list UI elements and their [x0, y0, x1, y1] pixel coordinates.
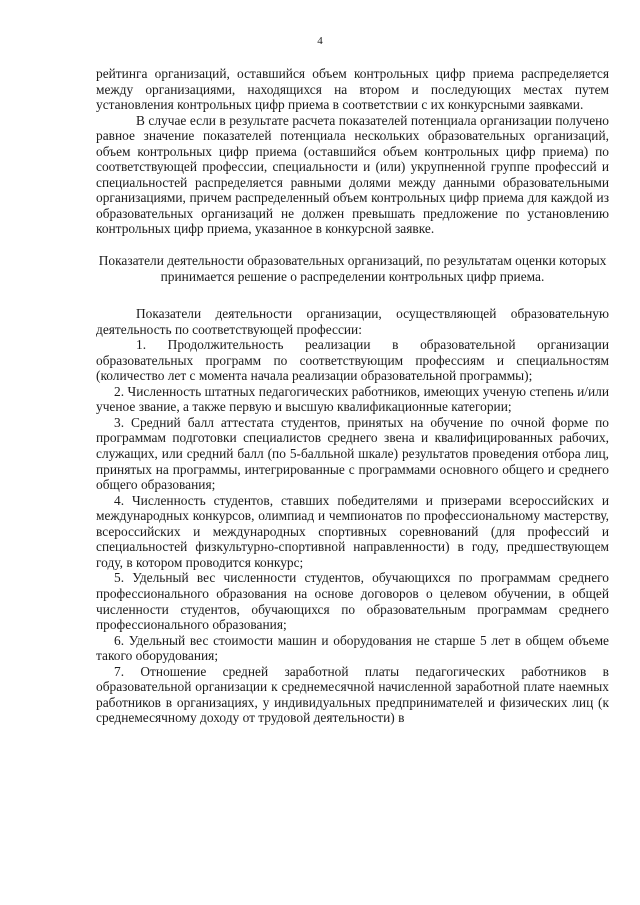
list-item: 5. Удельный вес численности студентов, обучающихся по программам среднего профессионального образования на основе договоров о целевом обучении, в общей численности студентов, обучающихся по образовательным программам среднего профессионального образования;	[96, 570, 609, 633]
section-heading: Показатели деятельности образовательных организаций, по результатам оценки которых принимается решение о распределении контрольных цифр приема.	[98, 253, 607, 284]
spacer	[96, 284, 609, 306]
paragraph-equal-potential: В случае если в результате расчета показателей потенциала организации получено равное значение показателей потенциала нескольких образовательных организаций, объем контрольных цифр приема (оставшийся объем контрольных цифр приема) по соответствующей профессии, специальности и (или) укрупненной группе профессий и специальностей распределяется равными долями между данными образовательными организациями, причем распределенный объем контрольных цифр приема для каждой из образовательных организаций не должен превышать предложение по установлению контрольных цифр приема, указанное в конкурсной заявке.	[96, 112, 609, 237]
list-item: 7. Отношение средней заработной платы педагогических работников в образовательной организации к среднемесячной начисленной заработной плате наемных работников в организациях, у индивидуальных предпринимателей и физических лиц (к среднемесячному доходу от трудовой деятельности) в	[96, 663, 609, 726]
list-item: 2. Численность штатных педагогических работников, имеющих ученую степень и/или ученое звание, а также первую и высшую квалификационные категории;	[96, 383, 609, 415]
list-item: 6. Удельный вес стоимости машин и оборудования не старше 5 лет в общем объеме такого оборудования;	[96, 632, 609, 664]
page-number: 4	[317, 35, 323, 47]
document-body	[96, 66, 609, 726]
indicators-intro: Показатели деятельности организации, осуществляющей образовательную деятельность по соответствующей профессии:	[96, 306, 609, 337]
paragraph-continuation: рейтинга организаций, оставшийся объем контрольных цифр приема распределяется между организациями, находящихся на втором и последующих местах путем установления контрольных цифр приема в соответствии с их конкурсными заявками.	[96, 66, 609, 113]
spacer	[96, 237, 609, 253]
list-item: 1. Продолжительность реализации в образовательной организации образовательных программ по соответствующим профессиям и специальностям (количество лет с момента начала реализации образовательной программы);	[96, 337, 609, 384]
list-item: 4. Численность студентов, ставших победителями и призерами всероссийских и международных конкурсов, олимпиад и чемпионатов по профессиональному мастерству, всероссийских и международных спортивных соревнований (для профессий и специальностей физкультурно-спортивной направленности) в году, предшествующем году, в котором проводится конкурс;	[96, 492, 609, 570]
list-item: 3. Средний балл аттестата студентов, принятых на обучение по очной форме по программам подготовки специалистов среднего звена и квалифицированных рабочих, служащих, или средний балл (по 5-балльной шкале) результатов проведения отбора лиц, принятых на программы, интегрированные с программами основного общего и среднего общего образования;	[96, 414, 609, 493]
